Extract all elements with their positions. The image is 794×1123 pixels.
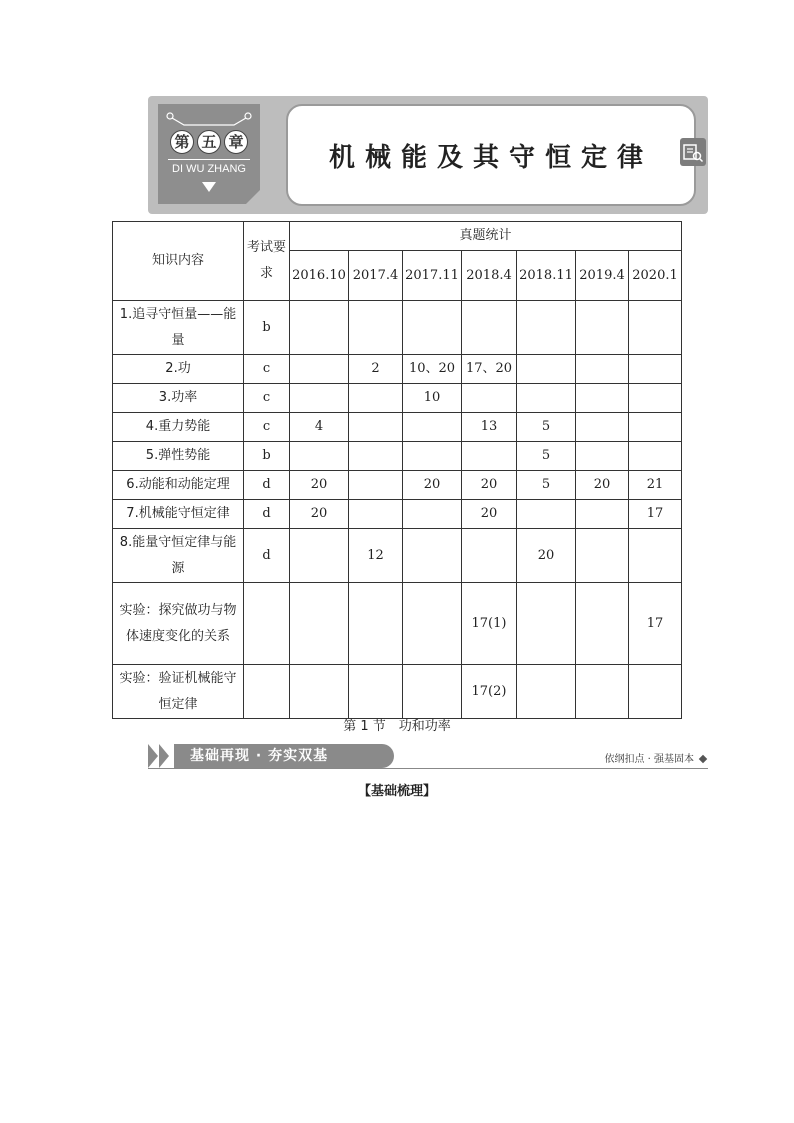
table-row [113,355,682,384]
topic-cell: 2.功 [113,355,244,384]
stat-cell [349,665,403,719]
chapter-title: 机械能及其守恒定律 [328,142,653,173]
stat-cell [403,413,462,442]
table-row [113,301,682,355]
stat-cell: 20 [290,500,349,529]
stat-cell [349,442,403,471]
stat-cell: 20 [462,471,517,500]
stat-cell [349,583,403,665]
section-bar-label: 基础再现 · 夯实双基 [174,744,394,768]
stat-cell: 20 [517,529,576,583]
stat-cell [517,583,576,665]
topic-cell: 实验：验证机械能守恒定律 [113,665,244,719]
section-bar-note: 依纲扣点 · 强基固本 [604,754,694,765]
stat-cell [629,355,682,384]
header-requirement: 考试要求 [244,222,290,301]
requirement-cell: c [244,355,290,384]
requirement-cell: c [244,413,290,442]
page-fold [246,190,260,204]
header-stats: 真题统计 [290,222,682,251]
stat-cell [349,471,403,500]
topic-cell: 3.功率 [113,384,244,413]
table-row [113,384,682,413]
stat-cell [462,384,517,413]
requirement-cell: d [244,529,290,583]
stat-cell [576,413,629,442]
stat-cell [403,529,462,583]
stat-cell [290,665,349,719]
stat-cell: 5 [517,442,576,471]
topic-cell: 实验：探究做功与物体速度变化的关系 [113,583,244,665]
stat-cell: 4 [290,413,349,442]
table-row [113,583,682,665]
topic-cell: 1.追寻守恒量——能量 [113,301,244,355]
chevron-right-icon [148,744,158,768]
chapter-divider [168,159,250,160]
stat-cell: 5 [517,413,576,442]
header-year: 2018.11 [517,251,576,301]
stat-cell [629,413,682,442]
stat-cell: 20 [576,471,629,500]
stat-cell [290,529,349,583]
topic-cell: 7.机械能守恒定律 [113,500,244,529]
stat-cell [349,413,403,442]
stat-cell: 17(1) [462,583,517,665]
diamond-icon [699,755,707,763]
header-year: 2017.4 [349,251,403,301]
stat-cell [576,665,629,719]
table-row [113,442,682,471]
requirement-cell: b [244,301,290,355]
stat-cell [629,665,682,719]
divider [148,768,708,769]
stat-cell [629,384,682,413]
stat-cell [576,442,629,471]
table-row [113,413,682,442]
chapter-char: 章 [224,130,248,154]
stat-cell: 17 [629,500,682,529]
chapter-ornament-icon [166,112,252,126]
stat-cell [629,301,682,355]
stat-cell [349,384,403,413]
stat-cell [629,442,682,471]
stat-cell [517,500,576,529]
stat-cell [403,442,462,471]
stat-cell [290,442,349,471]
table-row [113,529,682,583]
stat-cell: 2 [349,355,403,384]
chevron-right-icon [159,744,169,768]
requirement-cell: d [244,471,290,500]
stat-cell [576,301,629,355]
stat-cell [462,442,517,471]
header-year: 2016.10 [290,251,349,301]
stat-cell [517,301,576,355]
stat-cell [517,384,576,413]
chapter-label [158,130,260,156]
chapter-title-card [286,104,696,206]
stat-cell [290,583,349,665]
book-search-icon [680,138,706,166]
topic-cell: 5.弹性势能 [113,442,244,471]
chapter-banner [148,96,708,214]
chapter-char: 五 [197,130,221,154]
stat-cell [576,583,629,665]
stat-cell [349,500,403,529]
stat-cell [517,355,576,384]
stat-cell: 20 [462,500,517,529]
stat-cell: 20 [403,471,462,500]
stat-cell: 10、20 [403,355,462,384]
stat-cell [403,583,462,665]
table-row [113,665,682,719]
stat-cell: 12 [349,529,403,583]
stat-cell [403,665,462,719]
header-year: 2018.4 [462,251,517,301]
stat-cell: 10 [403,384,462,413]
subheading: 【基础梳理】 [357,784,436,799]
stat-cell [290,384,349,413]
stat-cell [576,529,629,583]
requirement-cell [244,583,290,665]
stat-cell: 21 [629,471,682,500]
stat-cell [290,301,349,355]
stat-cell [576,500,629,529]
stat-cell [462,301,517,355]
header-year: 2019.4 [576,251,629,301]
section-title: 第 1 节 功和功率 [343,719,451,734]
table-row [113,471,682,500]
header-year: 2017.11 [403,251,462,301]
requirement-cell [244,665,290,719]
chapter-triangle-icon [202,182,216,192]
stat-cell [462,529,517,583]
stat-cell: 17、20 [462,355,517,384]
table-row [113,500,682,529]
header-topic: 知识内容 [113,222,244,301]
stat-cell: 17(2) [462,665,517,719]
topic-cell: 8.能量守恒定律与能源 [113,529,244,583]
stat-cell [403,500,462,529]
requirement-cell: c [244,384,290,413]
chapter-latin: DI WU ZHANG [172,163,246,175]
stat-cell [576,384,629,413]
section-bar [148,744,708,770]
chapter-char: 第 [170,130,194,154]
stat-cell: 17 [629,583,682,665]
stat-cell [517,665,576,719]
header-year: 2020.1 [629,251,682,301]
requirement-cell: d [244,500,290,529]
stat-cell [629,529,682,583]
stat-cell [290,355,349,384]
exam-statistics-table [112,221,682,719]
stat-cell: 5 [517,471,576,500]
topic-cell: 4.重力势能 [113,413,244,442]
stat-cell [576,355,629,384]
topic-cell: 6.动能和动能定理 [113,471,244,500]
stat-cell [349,301,403,355]
stat-cell: 13 [462,413,517,442]
stat-cell: 20 [290,471,349,500]
stat-cell [403,301,462,355]
chapter-tile [158,104,260,204]
requirement-cell: b [244,442,290,471]
